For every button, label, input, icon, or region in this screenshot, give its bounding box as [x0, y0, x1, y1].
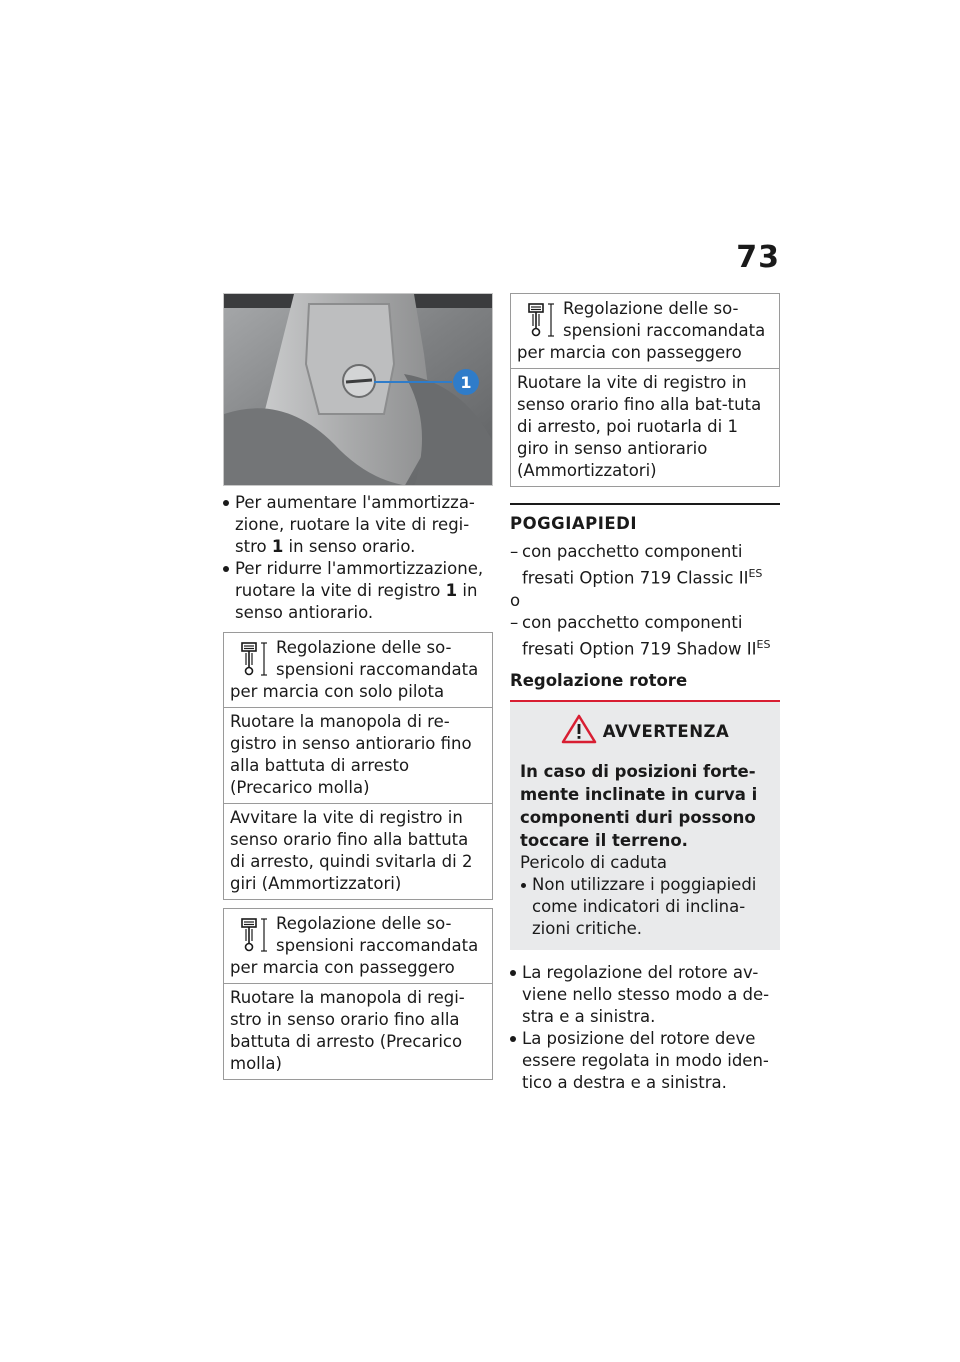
- suspension-icon: [230, 913, 272, 957]
- table-header: Regolazione delle so-spensioni raccomandata per marcia con solo pilota: [230, 638, 479, 701]
- section-title: POGGIAPIEDI: [510, 514, 637, 533]
- table-header: Regolazione delle so-spensioni raccomandata per marcia con passeggero: [517, 299, 766, 362]
- table-row: Ruotare la vite di registro in senso orario fino alla bat-tuta di arresto, poi ruotarla di 1 giro in senso antiorario (Ammortizzatori): [511, 368, 779, 486]
- list-item: Per aumentare l'ammortizza-zione, ruotare la vite di regi-stro 1 in senso orario.: [223, 492, 493, 558]
- table-row: Ruotare la manopola di re-gistro in senso antiorario fino alla battuta di arresto (Precarico molla): [224, 707, 492, 803]
- left-bullets: [223, 492, 493, 624]
- warning-label: AVVERTENZA: [602, 721, 730, 741]
- rotor-bullets: [510, 962, 780, 1094]
- section-divider: [510, 503, 780, 505]
- photo-illustration: [224, 294, 493, 486]
- table-row: Avvitare la vite di registro in senso orario fino alla battuta di arresto, quindi svitarla di 2 giri (Ammortizzatori): [224, 803, 492, 899]
- list-item: Per ridurre l'ammortizzazione, ruotare la vite di registro 1 in senso antiorario.: [223, 558, 493, 624]
- warning-statement: In caso di posizioni forte-mente inclinate in curva i componenti duri possono toccare il terreno.: [520, 762, 758, 850]
- list-item: La posizione del rotore deve essere regolata in modo iden-tico a destra e a sinistra.: [510, 1028, 780, 1094]
- suspension-icon: [230, 637, 272, 681]
- table-row: Ruotare la manopola di regi-stro in senso orario fino alla battuta di arresto (Precarico molla): [224, 983, 492, 1079]
- list-item: o: [510, 590, 521, 610]
- suspension-table-passenger: [223, 908, 493, 1080]
- right-column: [510, 293, 780, 1094]
- suspension-table-solo: [223, 632, 493, 900]
- warning-triangle-icon: [561, 714, 597, 748]
- suspension-table-passenger-shock: [510, 293, 780, 487]
- list-item: – con pacchetto componenti fresati Option 719 Shadow $II^{ES}$: [510, 612, 780, 661]
- warning-box: [510, 702, 780, 950]
- list-item: – con pacchetto componenti fresati Option 719 Classic $II^{ES}$: [510, 541, 780, 590]
- warning-consequence: Pericolo di caduta: [520, 853, 667, 872]
- left-column: [223, 293, 493, 1080]
- condition-list: [510, 541, 780, 660]
- adjuster-screw-photo: [223, 293, 493, 486]
- list-item: Non utilizzare i poggiapiedi come indicatori di inclina-zioni critiche.: [520, 874, 770, 940]
- suspension-icon: [517, 298, 559, 342]
- callout-1-label: 1: [460, 373, 472, 392]
- table-header: Regolazione delle so-spensioni raccomandata per marcia con passeggero: [230, 914, 479, 977]
- page-number: 73: [736, 240, 780, 275]
- subsection-title: Regolazione rotore: [510, 670, 780, 702]
- list-item: La regolazione del rotore av-viene nello stesso modo a de-stra e a sinistra.: [510, 962, 780, 1028]
